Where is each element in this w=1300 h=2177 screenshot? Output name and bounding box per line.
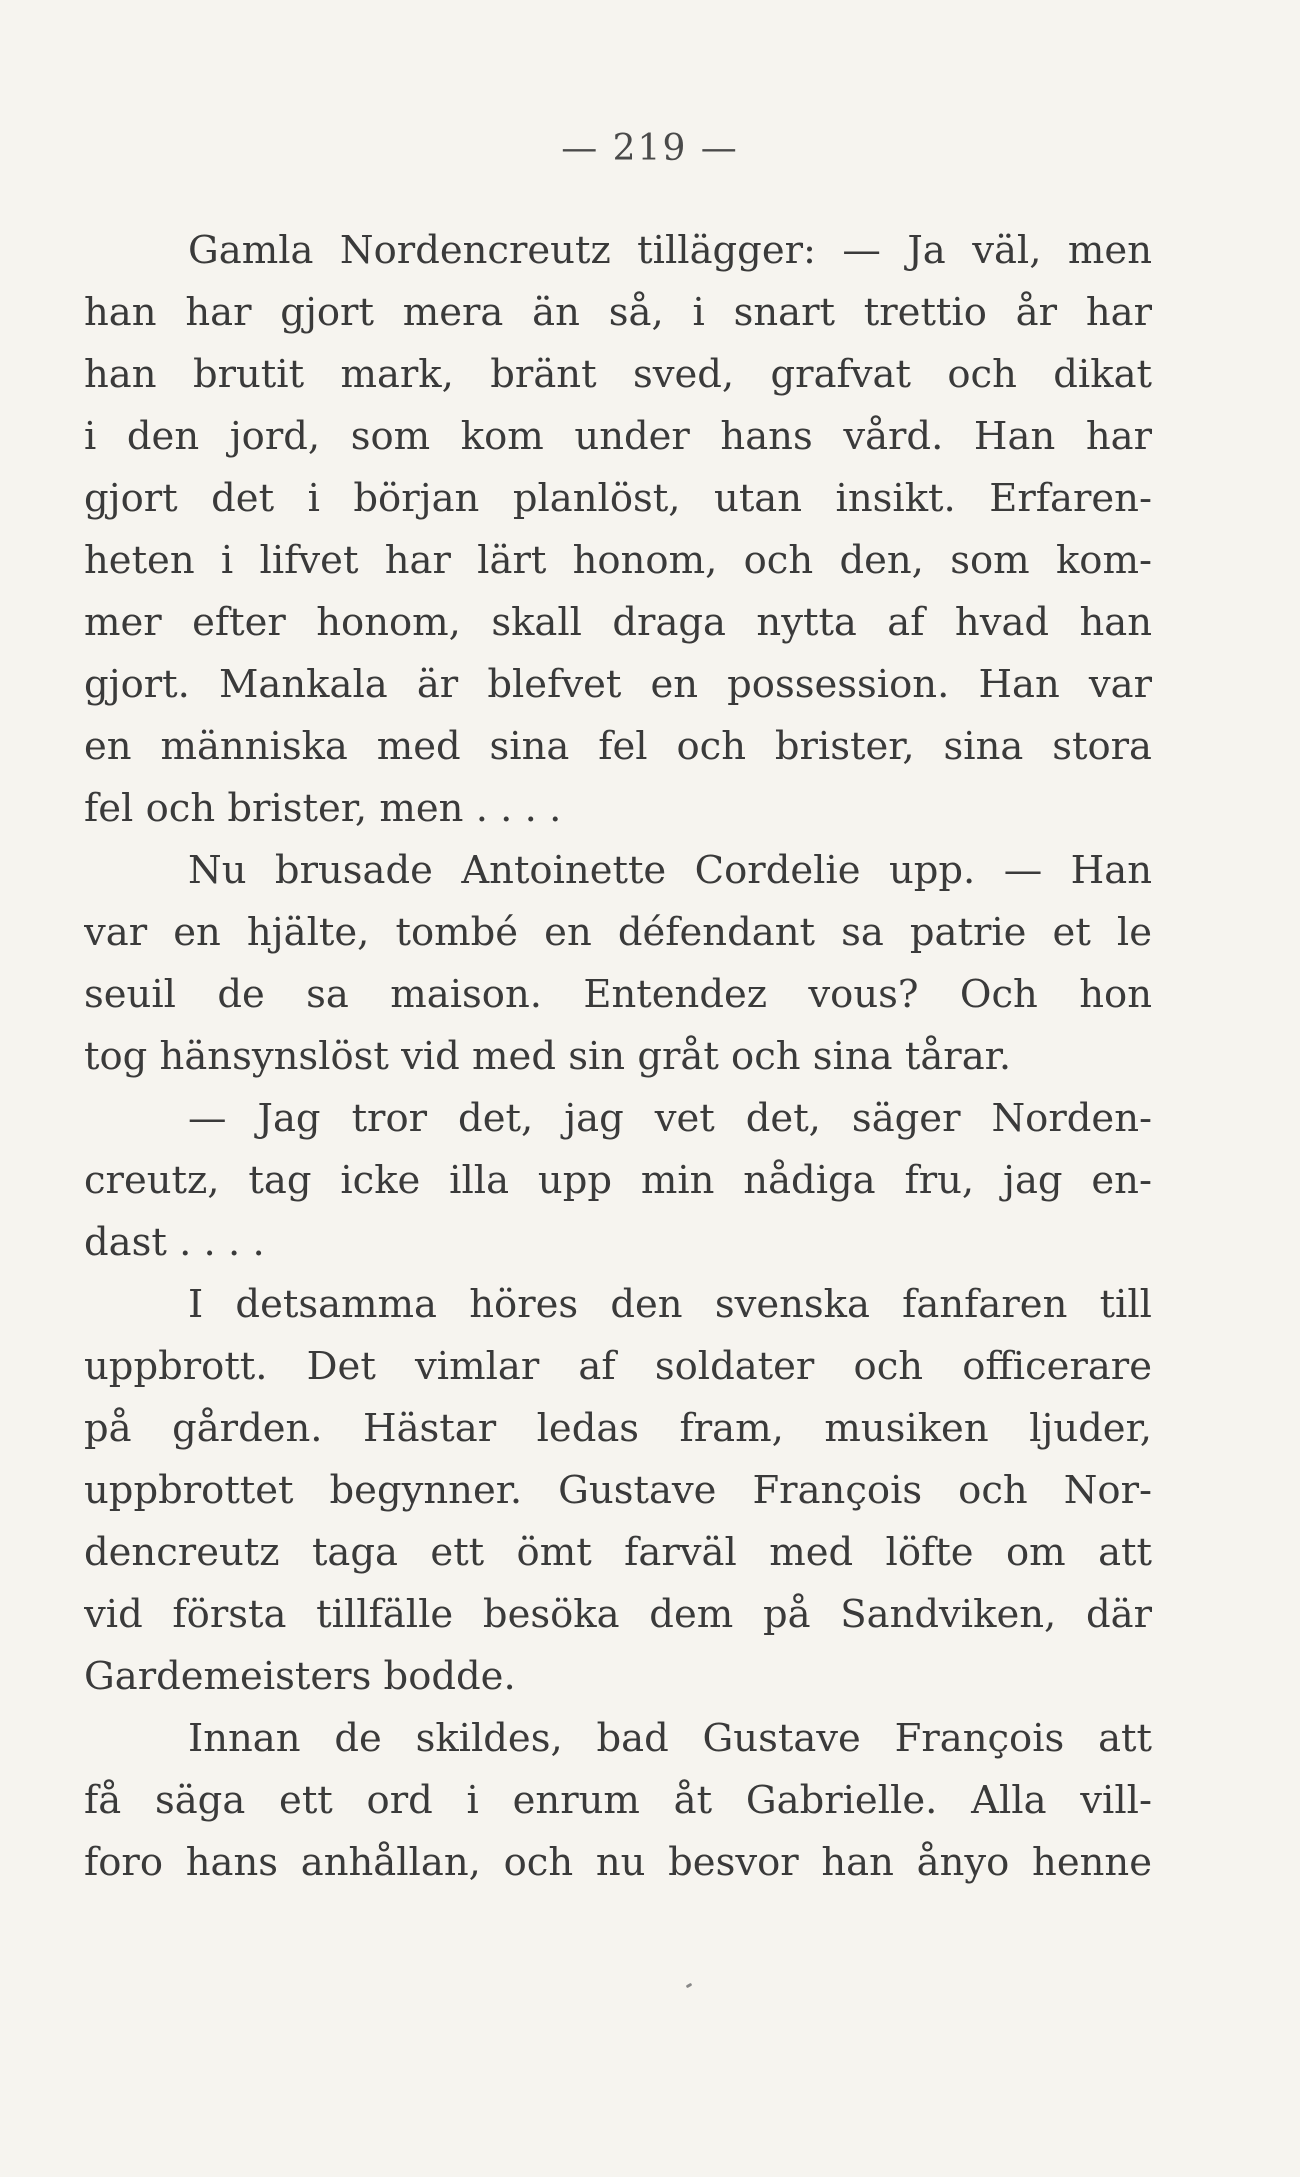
text-line: dencreutz taga ett ömt farväl med löfte om att <box>84 1530 1152 1575</box>
text-line: — Jag tror det, jag vet det, säger Norden- <box>188 1096 1152 1141</box>
text-line: tog hänsynslöst vid med sin gråt och sina tårar. <box>84 1034 1012 1079</box>
text-line: var en hjälte, tombé en défendant sa patrie et le <box>84 910 1152 955</box>
text-line: Innan de skildes, bad Gustave François att <box>188 1716 1152 1761</box>
text-line: uppbrott. Det vimlar af soldater och officerare <box>84 1344 1152 1389</box>
text-line: vid första tillfälle besöka dem på Sandviken, där <box>84 1592 1152 1637</box>
text-line: i den jord, som kom under hans vård. Han har <box>84 414 1152 459</box>
text-line: dast . . . . <box>84 1220 265 1265</box>
text-line: uppbrottet begynner. Gustave François och Nor- <box>84 1468 1152 1513</box>
text-line: I detsamma höres den svenska fanfaren till <box>188 1282 1152 1327</box>
text-line: heten i lifvet har lärt honom, och den, som kom- <box>84 538 1152 583</box>
text-line: gjort det i början planlöst, utan insikt. Erfaren- <box>84 476 1152 521</box>
text-line: creutz, tag icke illa upp min nådiga fru, jag en- <box>84 1158 1152 1203</box>
text-line: mer efter honom, skall draga nytta af hvad han <box>84 600 1152 645</box>
text-line: Gamla Nordencreutz tillägger: — Ja väl, men <box>188 228 1152 273</box>
text-line: han har gjort mera än så, i snart trettio år har <box>84 290 1152 335</box>
page-number: — 219 — <box>561 128 739 169</box>
text-line: Gardemeisters bodde. <box>84 1654 516 1699</box>
text-line: foro hans anhållan, och nu besvor han ånyo henne <box>84 1840 1152 1885</box>
text-line: en människa med sina fel och brister, sina stora <box>84 724 1152 769</box>
text-line: Nu brusade Antoinette Cordelie upp. — Han <box>188 848 1152 893</box>
text-line: seuil de sa maison. Entendez vous? Och hon <box>84 972 1152 1017</box>
text-line: gjort. Mankala är blefvet en possession. Han var <box>84 662 1152 707</box>
paper-speck <box>686 1983 693 1989</box>
text-line: på gården. Hästar ledas fram, musiken ljuder, <box>84 1406 1152 1451</box>
body-text <box>84 220 1152 1894</box>
text-line: han brutit mark, bränt sved, grafvat och dikat <box>84 352 1152 397</box>
text-line: få säga ett ord i enrum åt Gabrielle. Alla vill- <box>84 1778 1152 1823</box>
text-line: fel och brister, men . . . . <box>84 786 562 831</box>
